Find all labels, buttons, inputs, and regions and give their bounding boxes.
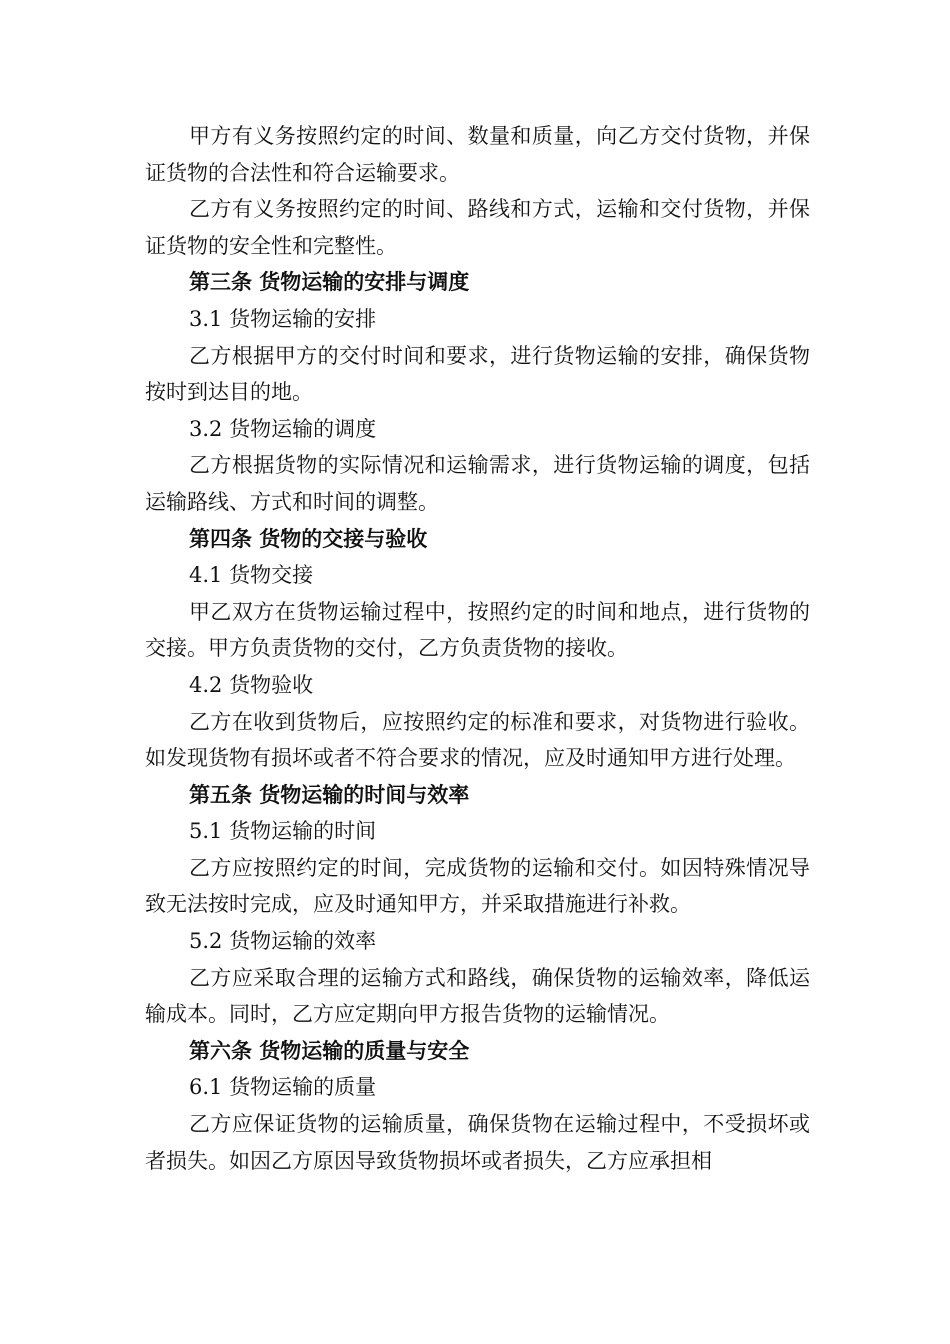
section-4-1-body: 甲乙双方在货物运输过程中，按照约定的时间和地点，进行货物的交接。甲方负责货物的交付，乙方负责货物的接收。 <box>145 599 810 661</box>
section-3-2-body: 乙方根据货物的实际情况和运输需求，进行货物运输的调度，包括运输路线、方式和时间的调整。 <box>145 453 810 514</box>
section-4-1-title: 4.1 货物交接 <box>189 563 314 588</box>
section-4-2-body: 乙方在收到货物后，应按照约定的标准和要求，对货物进行验收。如发现货物有损坏或者不符合要求的情况，应及时通知甲方进行处理。 <box>145 709 810 771</box>
section-4-2-title: 4.2 货物验收 <box>189 672 314 697</box>
article-4-heading: 第四条 货物的交接与验收 <box>189 525 428 551</box>
paragraph-party-b-obligation: 乙方有义务按照约定的时间、路线和方式，运输和交付货物，并保证货物的安全性和完整性。 <box>145 197 810 258</box>
section-5-1-body: 乙方应按照约定的时间，完成货物的运输和交付。如因特殊情况导致无法按时完成，应及时通知甲方，并采取措施进行补救。 <box>145 855 810 917</box>
section-5-2-title: 5.2 货物运输的效率 <box>189 929 377 954</box>
document-body <box>145 118 810 1179</box>
section-6-1-body: 乙方应保证货物的运输质量，确保货物在运输过程中，不受损坏或者损失。如因乙方原因导致货物损坏或者损失，乙方应承担相 <box>145 1112 810 1173</box>
article-3-heading: 第三条 货物运输的安排与调度 <box>189 269 470 295</box>
article-6-heading: 第六条 货物运输的质量与安全 <box>189 1037 470 1063</box>
section-3-1-body: 乙方根据甲方的交付时间和要求，进行货物运输的安排，确保货物按时到达目的地。 <box>145 343 810 405</box>
section-5-2-body: 乙方应采取合理的运输方式和路线，确保货物的运输效率，降低运输成本。同时，乙方应定期向甲方报告货物的运输情况。 <box>145 965 810 1027</box>
paragraph-party-a-obligation: 甲方有义务按照约定的时间、数量和质量，向乙方交付货物，并保证货物的合法性和符合运输要求。 <box>145 124 810 185</box>
section-3-1-title: 3.1 货物运输的安排 <box>189 306 377 331</box>
article-5-heading: 第五条 货物运输的时间与效率 <box>189 781 470 807</box>
section-5-1-title: 5.1 货物运输的时间 <box>189 819 377 844</box>
section-3-2-title: 3.2 货物运输的调度 <box>189 416 377 441</box>
section-6-1-title: 6.1 货物运输的质量 <box>189 1075 377 1100</box>
